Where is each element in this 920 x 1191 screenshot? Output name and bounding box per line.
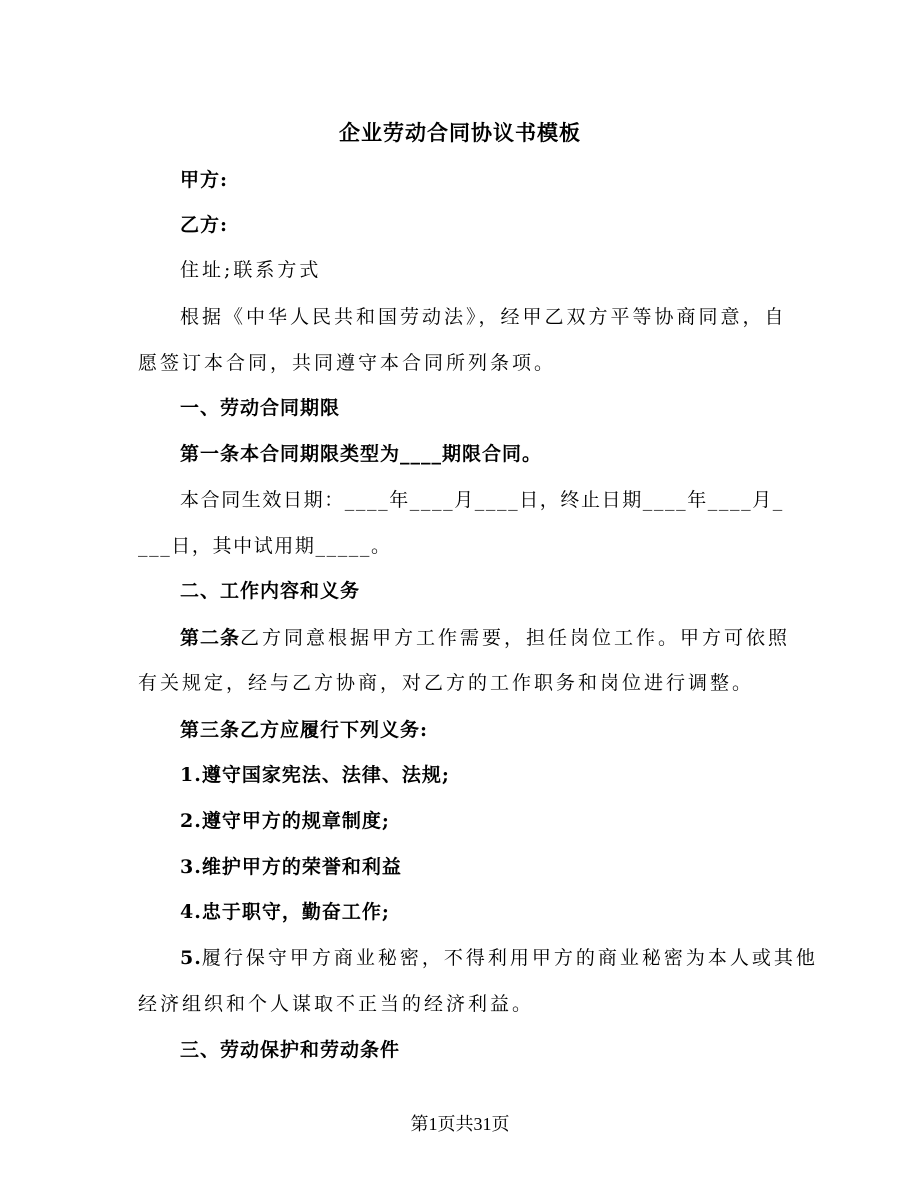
duty-3: 3.维护甲方的荣誉和利益	[180, 856, 402, 878]
article-2-line-1	[180, 626, 790, 650]
duty-4: 4.忠于职守，勤奋工作;	[180, 901, 390, 923]
duty-5-text: 履行保守甲方商业秘密，不得利用甲方的商业秘密为本人或其他	[201, 947, 818, 969]
intro-line-2: 愿签订本合同，共同遵守本合同所列条项。	[138, 352, 557, 374]
party-b-label: 乙方:	[180, 214, 229, 236]
intro-line-1: 根据《中华人民共和国劳动法》，经甲乙双方平等协商同意，自	[180, 306, 787, 328]
duty-5-line-1	[180, 946, 818, 970]
duty-5-line-2: 经济组织和个人谋取不正当的经济利益。	[138, 993, 535, 1015]
document-title: 企业劳动合同协议书模板	[339, 120, 581, 145]
duty-2: 2.遵守甲方的规章制度;	[180, 810, 390, 832]
page-number: 第1页共31页	[410, 1114, 510, 1134]
article-3: 第三条乙方应履行下列义务:	[180, 719, 429, 741]
article-2-label: 第二条	[180, 627, 241, 649]
article-2-text: 乙方同意根据甲方工作需要，担任岗位工作。甲方可依照	[240, 627, 791, 649]
section-1-heading: 一、劳动合同期限	[180, 397, 341, 419]
section-2-heading: 二、工作内容和义务	[180, 580, 361, 602]
party-a-label: 甲方:	[180, 169, 229, 191]
dates-line-2: ___日，其中试用期_____。	[138, 535, 392, 557]
duty-5-number: 5.	[180, 947, 202, 969]
duty-1: 1.遵守国家宪法、法律、法规;	[180, 764, 450, 786]
dates-line-1: 本合同生效日期：____年____月____日，终止日期____年____月_	[180, 489, 784, 511]
article-1: 第一条本合同期限类型为____期限合同。	[180, 443, 543, 465]
article-2-line-2: 有关规定，经与乙方协商，对乙方的工作职务和岗位进行调整。	[138, 672, 755, 694]
section-3-heading: 三、劳动保护和劳动条件	[180, 1039, 401, 1061]
address-line: 住址;联系方式	[180, 259, 322, 281]
